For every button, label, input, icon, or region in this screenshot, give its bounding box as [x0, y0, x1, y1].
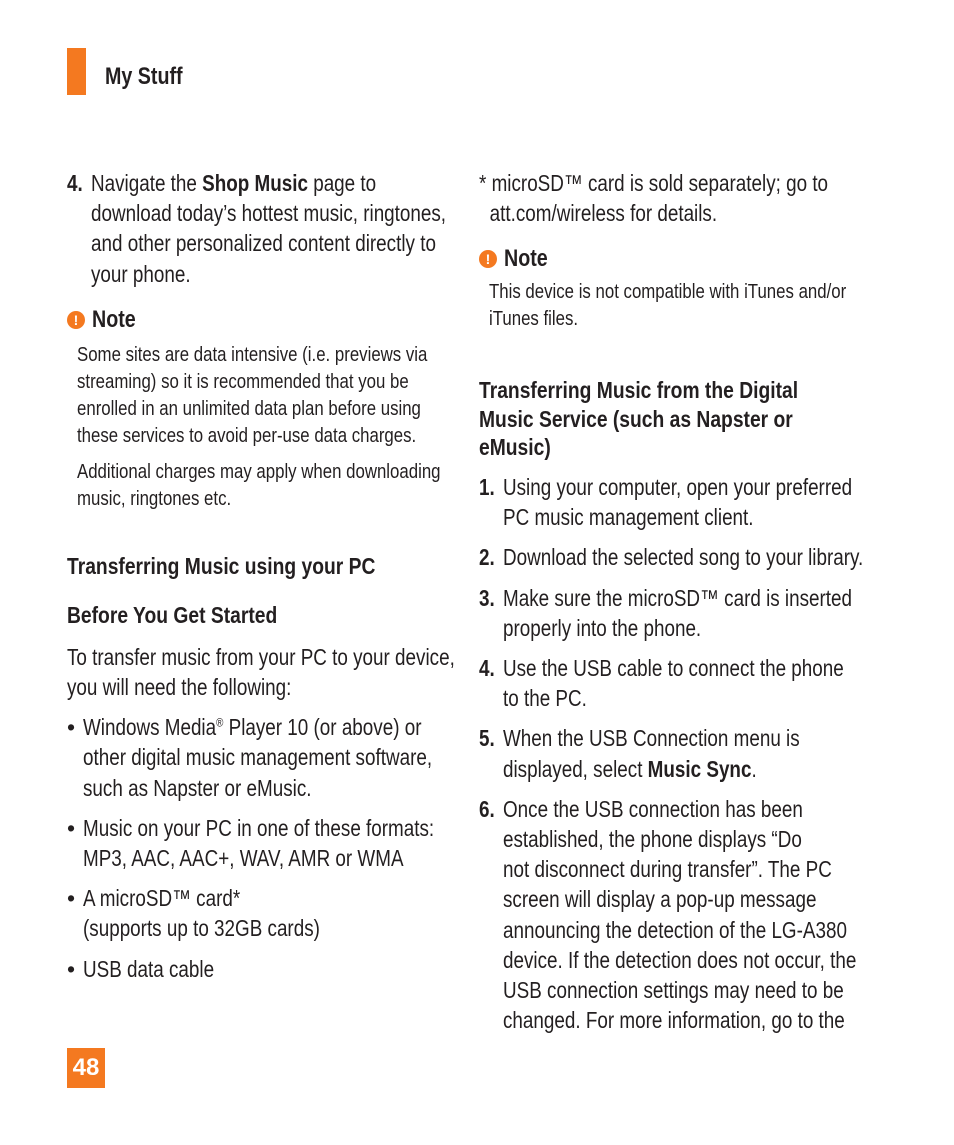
step-5: 5. When the USB Connection menu is displayed, select Music Sync.	[479, 725, 800, 782]
step-number: 3.	[479, 584, 495, 611]
note-alert-icon: !	[479, 250, 497, 268]
requirement-item: • USB data cable	[67, 954, 447, 984]
section-title: My Stuff	[105, 63, 183, 90]
step-4: 4. Use the USB cable to connect the phone to the PC.	[479, 654, 844, 712]
step-number: 4.	[67, 170, 83, 196]
step-number: 1.	[479, 473, 495, 500]
step-1: 1. Using your computer, open your preferred PC music management client.	[479, 473, 853, 531]
section-accent-bar	[67, 48, 86, 95]
page-number: 48	[67, 1048, 105, 1088]
note-title: Note	[504, 245, 548, 273]
bullet: •	[67, 885, 76, 912]
step-number: 2.	[479, 544, 495, 571]
note-itunes: ! Note This device is not compatible with iTunes and/or iTunes files.	[479, 244, 859, 332]
step-3: 3. Make sure the microSD™ card is inserted properly into the phone.	[479, 584, 853, 641]
step-number: 5.	[479, 725, 495, 752]
requirement-item: • Windows Media® Player 10 (or above) or other digital music management software, such as Napster or eMusic.	[67, 714, 433, 801]
requirement-item: • Music on your PC in one of these formats: MP3, AAC, AAC+, WAV, AMR or WMA	[67, 814, 435, 872]
bullet: •	[67, 955, 76, 982]
step-number: 6.	[479, 795, 495, 822]
right-column	[479, 168, 864, 1035]
shop-music-term: Shop Music	[202, 170, 308, 196]
note-title: Note	[92, 305, 136, 333]
left-column	[67, 168, 455, 984]
bullet: •	[67, 814, 76, 841]
note-data-usage: ! Note Some sites are data intensive (i.e. previews via streaming) so it is recommended that you be enrolled in an unlimited data plan before using these services to avoid per-use data charges. Additional charges may apply when downloading music, ringtones etc.	[67, 305, 447, 512]
heading-transfer-pc: Transferring Music using your PC	[67, 552, 376, 579]
intro-paragraph: To transfer music from your PC to your device, you will need the following:	[67, 643, 455, 701]
step-2: 2. Download the selected song to your library.	[479, 542, 859, 572]
note-alert-icon: !	[67, 311, 85, 329]
bullet: •	[67, 714, 76, 741]
requirement-item: • A microSD™ card* (supports up to 32GB cards)	[67, 885, 320, 942]
step-4: 4. Navigate the Shop Music page to download today’s hottest music, ringtones, and other personalized content directly to your phone.	[67, 170, 447, 287]
music-sync-term: Music Sync	[647, 755, 752, 782]
heading-transfer-digital-service: Transferring Music from the Digital Music Service (such as Napster or eMusic)	[479, 377, 799, 461]
step-6: 6. Once the USB connection has been established, the phone displays “Do not disconnect during transfer”. The PC screen will display a pop-up message announcing the detection of the LG-A380 device. If the detection does not occur, the USB connection settings may need to be changed. For more information, go to the	[479, 795, 857, 1034]
step-number: 4.	[479, 654, 495, 681]
footnote-microsd: * microSD™ card is sold separately; go to att.com/wireless for details.	[479, 170, 829, 227]
heading-before-started: Before You Get Started	[67, 602, 278, 629]
